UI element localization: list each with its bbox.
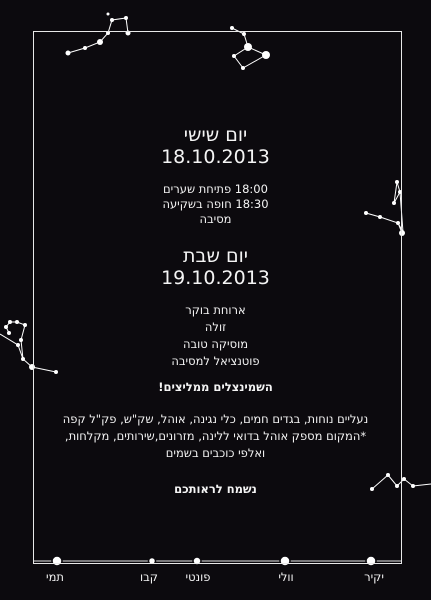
friday-schedule-item: 18:00 פתיחת שערים: [163, 182, 268, 196]
name-label: תמי: [46, 570, 64, 584]
friday-section: [40, 124, 391, 227]
saturday-schedule-item: מוסיקה טובה: [182, 337, 249, 351]
name-label: וולי: [278, 570, 294, 584]
saturday-day: יום שבת: [182, 245, 248, 267]
friday-schedule-item: מסיבה: [199, 212, 232, 226]
saturday-section: [40, 245, 391, 370]
friday-schedule-item: 18:30 חופה בשקיעה: [162, 197, 269, 211]
recommendations-line: נעליים נוחות, בגדים חמים, כלי נגינה, אוהל, שק"ש, פק"ל קפה: [62, 412, 369, 426]
friday-day: יום שישי: [183, 124, 248, 146]
recommendations-line: *המקום מספק אוהל בדואי ללינה, מזרונים,שירותים, מקלחות,: [64, 429, 367, 443]
recommendations-line: ואלפי כוכבים בשמים: [165, 446, 266, 460]
saturday-date: 19.10.2013: [161, 267, 270, 289]
name-label: פונטי: [185, 570, 211, 584]
friday-date: 18.10.2013: [161, 146, 270, 168]
name-label: קבו: [140, 570, 158, 584]
name-label: יקיר: [364, 570, 384, 584]
saturday-schedule-item: פוטנציאל למסיבה: [171, 354, 260, 368]
recommendations-title: השמינצלים ממליצים!: [158, 380, 273, 394]
closing-text: נשמח לראותכם: [174, 482, 257, 496]
recommendations-section: [40, 380, 391, 462]
saturday-schedule-item: זולה: [204, 320, 227, 334]
saturday-schedule-item: ארוחת בוקר: [185, 303, 246, 317]
